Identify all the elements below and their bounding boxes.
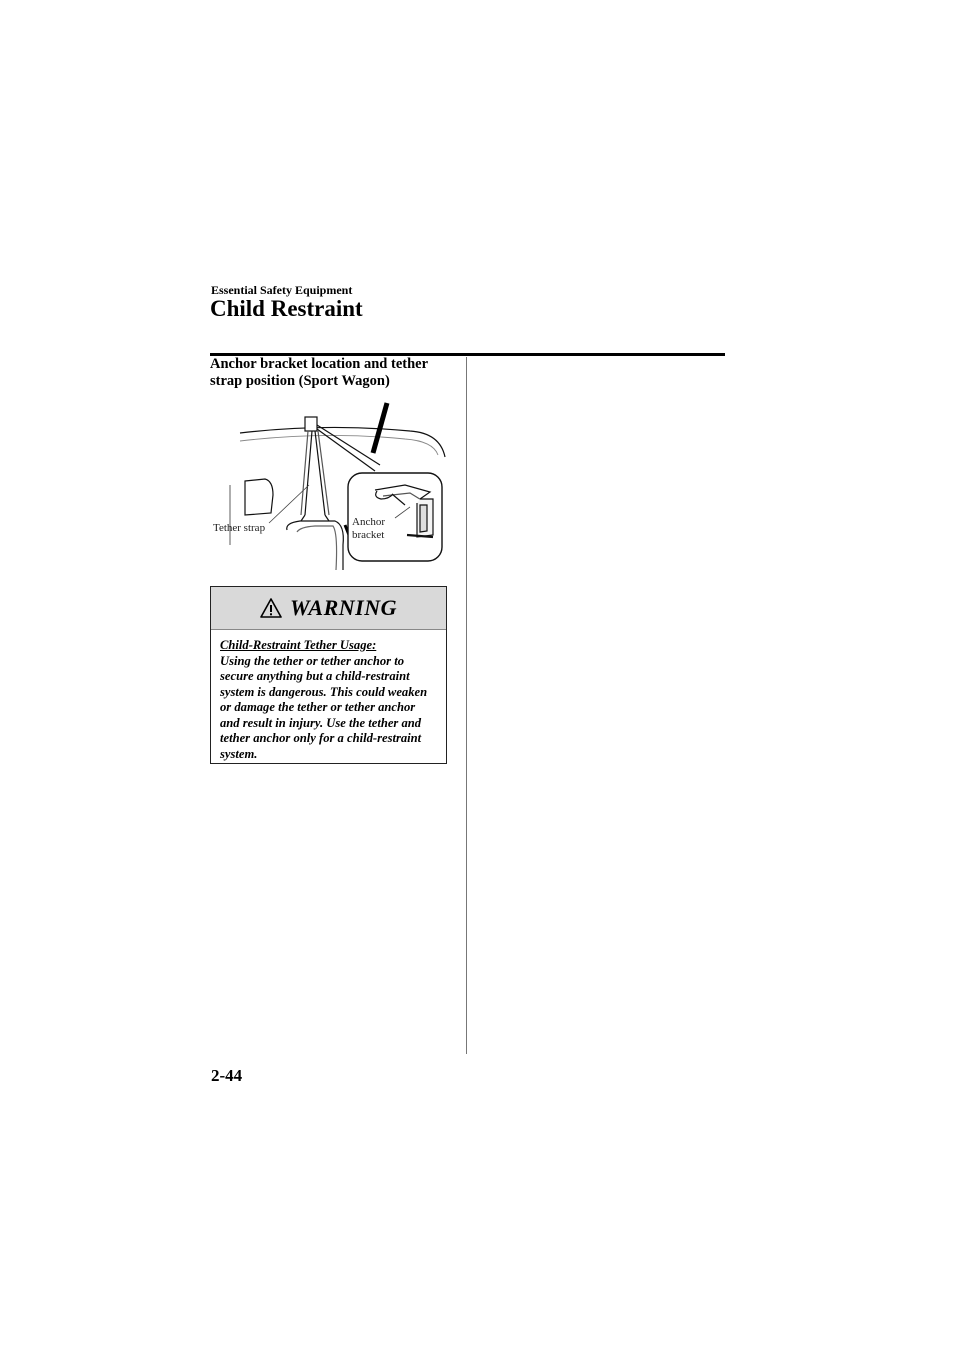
warning-header bbox=[211, 587, 446, 630]
page-number: 2-44 bbox=[211, 1066, 243, 1085]
warning-triangle-icon bbox=[260, 598, 282, 618]
anchor-bracket-label bbox=[352, 516, 385, 542]
seat-illustration bbox=[205, 395, 455, 570]
warning-title: WARNING bbox=[289, 595, 397, 620]
warning-label: Child-Restraint Tether Usage: bbox=[220, 638, 377, 652]
column-divider bbox=[466, 357, 467, 1054]
warning-text: Using the tether or tether anchor to secure anything but a child-restraint system is dangerous. This could weaken or damage the tether or tether anchor and result in injury. Use the tether and tether anchor only for a child-restraint system. bbox=[220, 653, 428, 761]
warning-body bbox=[211, 630, 446, 762]
anchor-label-line1: Anchor bbox=[352, 516, 385, 528]
warning-box bbox=[210, 586, 447, 764]
tether-strap-illustration bbox=[205, 395, 455, 570]
anchor-label-line2: bracket bbox=[352, 529, 385, 541]
page-title: Child Restraint bbox=[210, 296, 363, 321]
tether-strap-label: Tether strap bbox=[213, 522, 266, 534]
section-label: Essential Safety Equipment bbox=[211, 283, 353, 297]
figure-subheading: Anchor bracket location and tether strap position (Sport Wagon) bbox=[210, 356, 428, 389]
